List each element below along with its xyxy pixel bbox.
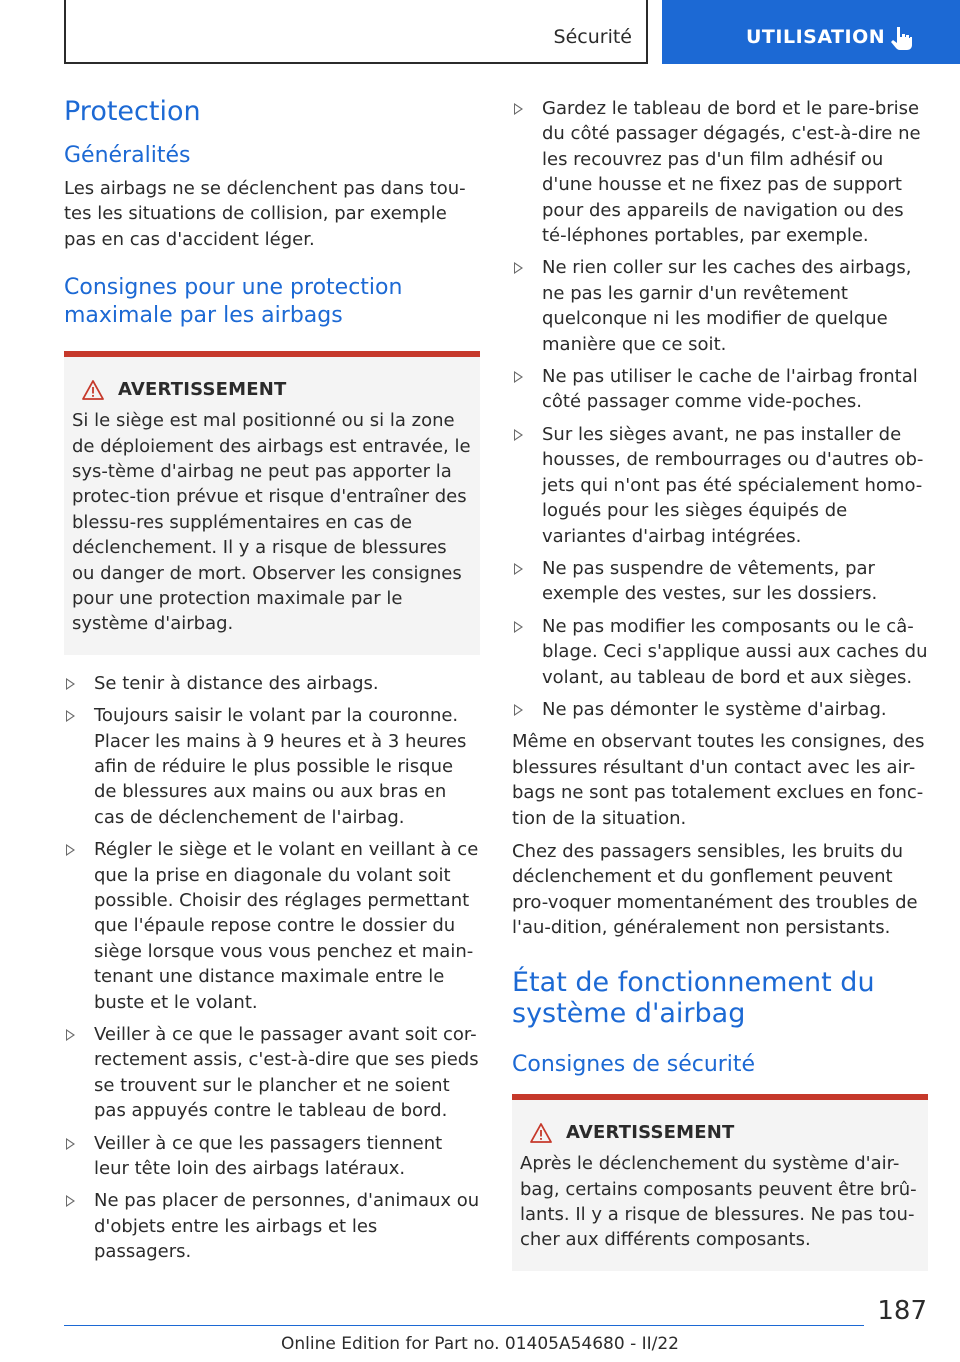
right-column (512, 96, 928, 1287)
page-title: Protection (64, 96, 201, 127)
bullet-icon (514, 621, 523, 633)
bullet-icon (66, 678, 75, 690)
page-number: 187 (877, 1296, 927, 1326)
warning-triangle-icon (82, 380, 104, 400)
list-item: Ne pas placer de personnes, d'animaux ou d'objets entre les airbags et les passagers. (64, 1188, 480, 1264)
bullet-icon (66, 1138, 75, 1150)
heading-etat: État de fonctionnement du système d'airbag (512, 966, 875, 1029)
bullet-icon (514, 704, 523, 716)
list-item: Gardez le tableau de bord et le pare-brise du côté passager dégagés, c'est-à-dire ne les recouvrez pas d'un film adhésif ou d'une housse et ne fixez pas de support pour des appareils de navigation ou des té-léphones portables, par exemple. (512, 96, 928, 248)
warning-title: AVERTISSEMENT (566, 1122, 735, 1144)
list-item: Toujours saisir le volant par la couronne. Placer les mains à 9 heures et à 3 heures afin de réduire le plus possible le risque de blessures aux mains ou aux bras en cas de déclenchement de l'airbag. (64, 703, 480, 830)
bullet-icon (514, 262, 523, 274)
right-list (512, 96, 928, 722)
list-item: Ne pas suspendre de vêtements, par exemple des vestes, sur les dossiers. (512, 556, 928, 607)
body-paragraph-2: Chez des passagers sensibles, les bruits du déclenchement et du gonflement peuvent pro-voquer momentanément des troubles de l'au-dition, généralement non persistants. (512, 840, 918, 939)
warning-header (530, 1122, 920, 1143)
list-item: Sur les sièges avant, ne pas installer de housses, de rembourrages ou d'autres ob-jets qui n'ont pas été spécialement homo-logués pour les sièges équipés de variantes d'airbag intégrées. (512, 422, 928, 549)
heading-generalites: Généralités (64, 143, 191, 169)
header-section-box (64, 0, 648, 64)
left-list (64, 671, 480, 1265)
bullet-icon (66, 1029, 75, 1041)
body-paragraph-1: Même en observant toutes les consignes, des blessures résultant d'un contact avec les air-bags ne sont pas totalement exclues en fonc-tion de la situation. (512, 731, 925, 829)
bullet-icon (66, 1195, 75, 1207)
bullet-icon (514, 103, 523, 115)
footer-divider (64, 1325, 864, 1326)
list-item: Ne pas démonter le système d'airbag. (512, 697, 928, 722)
warning-box-left (64, 351, 480, 655)
list-item: Se tenir à distance des airbags. (64, 671, 480, 696)
warning-triangle-icon (530, 1123, 552, 1143)
warning-title: AVERTISSEMENT (118, 379, 287, 401)
heading-securite: Consignes de sécurité (512, 1051, 756, 1077)
bullet-icon (66, 844, 75, 856)
hand-pointer-icon (888, 25, 914, 51)
bullet-icon (514, 371, 523, 383)
warning-box-right (512, 1094, 928, 1271)
list-item: Veiller à ce que les passagers tiennent leur tête loin des airbags latéraux. (64, 1131, 480, 1182)
list-item: Régler le siège et le volant en veillant à ce que la prise en diagonale du volant soit possible. Choisir des réglages permettant que l'épaule repose contre le dossier du siège lorsque vous vous penchez et main-tenant une distance maximale entre le buste et le volant. (64, 837, 480, 1015)
warning-header (82, 379, 472, 400)
heading-consignes: Consignes pour une protection maximale par les airbags (64, 275, 403, 328)
bullet-icon (514, 563, 523, 575)
warning-text: Après le déclenchement du système d'air-bag, certains composants peuvent être brû-lants. Il y a risque de blessures. Ne pas tou-cher aux différents composants. (520, 1153, 917, 1251)
warning-text: Si le siège est mal positionné ou si la zone de déploiement des airbags est entravée, le sys-tème d'airbag ne peut pas apporter la protec-tion prévue et risque d'entraîner des blessu-res supplémentaires en cas de déclenchement. Il y a risque de blessures ou danger de mort. Observer les consignes pour une protection maximale par le système d'airbag. (72, 410, 471, 635)
list-item: Ne pas utiliser le cache de l'airbag frontal côté passager comme vide-poches. (512, 364, 928, 415)
chapter-title: UTILISATION (746, 26, 886, 48)
left-column (64, 96, 480, 1272)
bullet-icon (514, 429, 523, 441)
edition-footer: Online Edition for Part no. 01405A54680 - II/22 (280, 1334, 679, 1354)
list-item: Ne rien coller sur les caches des airbags, ne pas les garnir d'un revêtement quelconque ni les modifier de quelque manière que ce soit. (512, 255, 928, 357)
general-text: Les airbags ne se déclenchent pas dans tou-tes les situations de collision, par exemple pas en cas d'accident léger. (64, 177, 466, 250)
bullet-icon (66, 710, 75, 722)
list-item: Veiller à ce que le passager avant soit cor-rectement assis, c'est-à-dire que ses pieds se trouvent sur le plancher et ne soient pas appuyés contre le tableau de bord. (64, 1022, 480, 1124)
section-title: Sécurité (553, 26, 632, 48)
list-item: Ne pas modifier les composants ou le câ-blage. Ceci s'applique aussi aux caches du volant, au tableau de bord et aux sièges. (512, 614, 928, 690)
header-chapter-box (662, 0, 960, 64)
